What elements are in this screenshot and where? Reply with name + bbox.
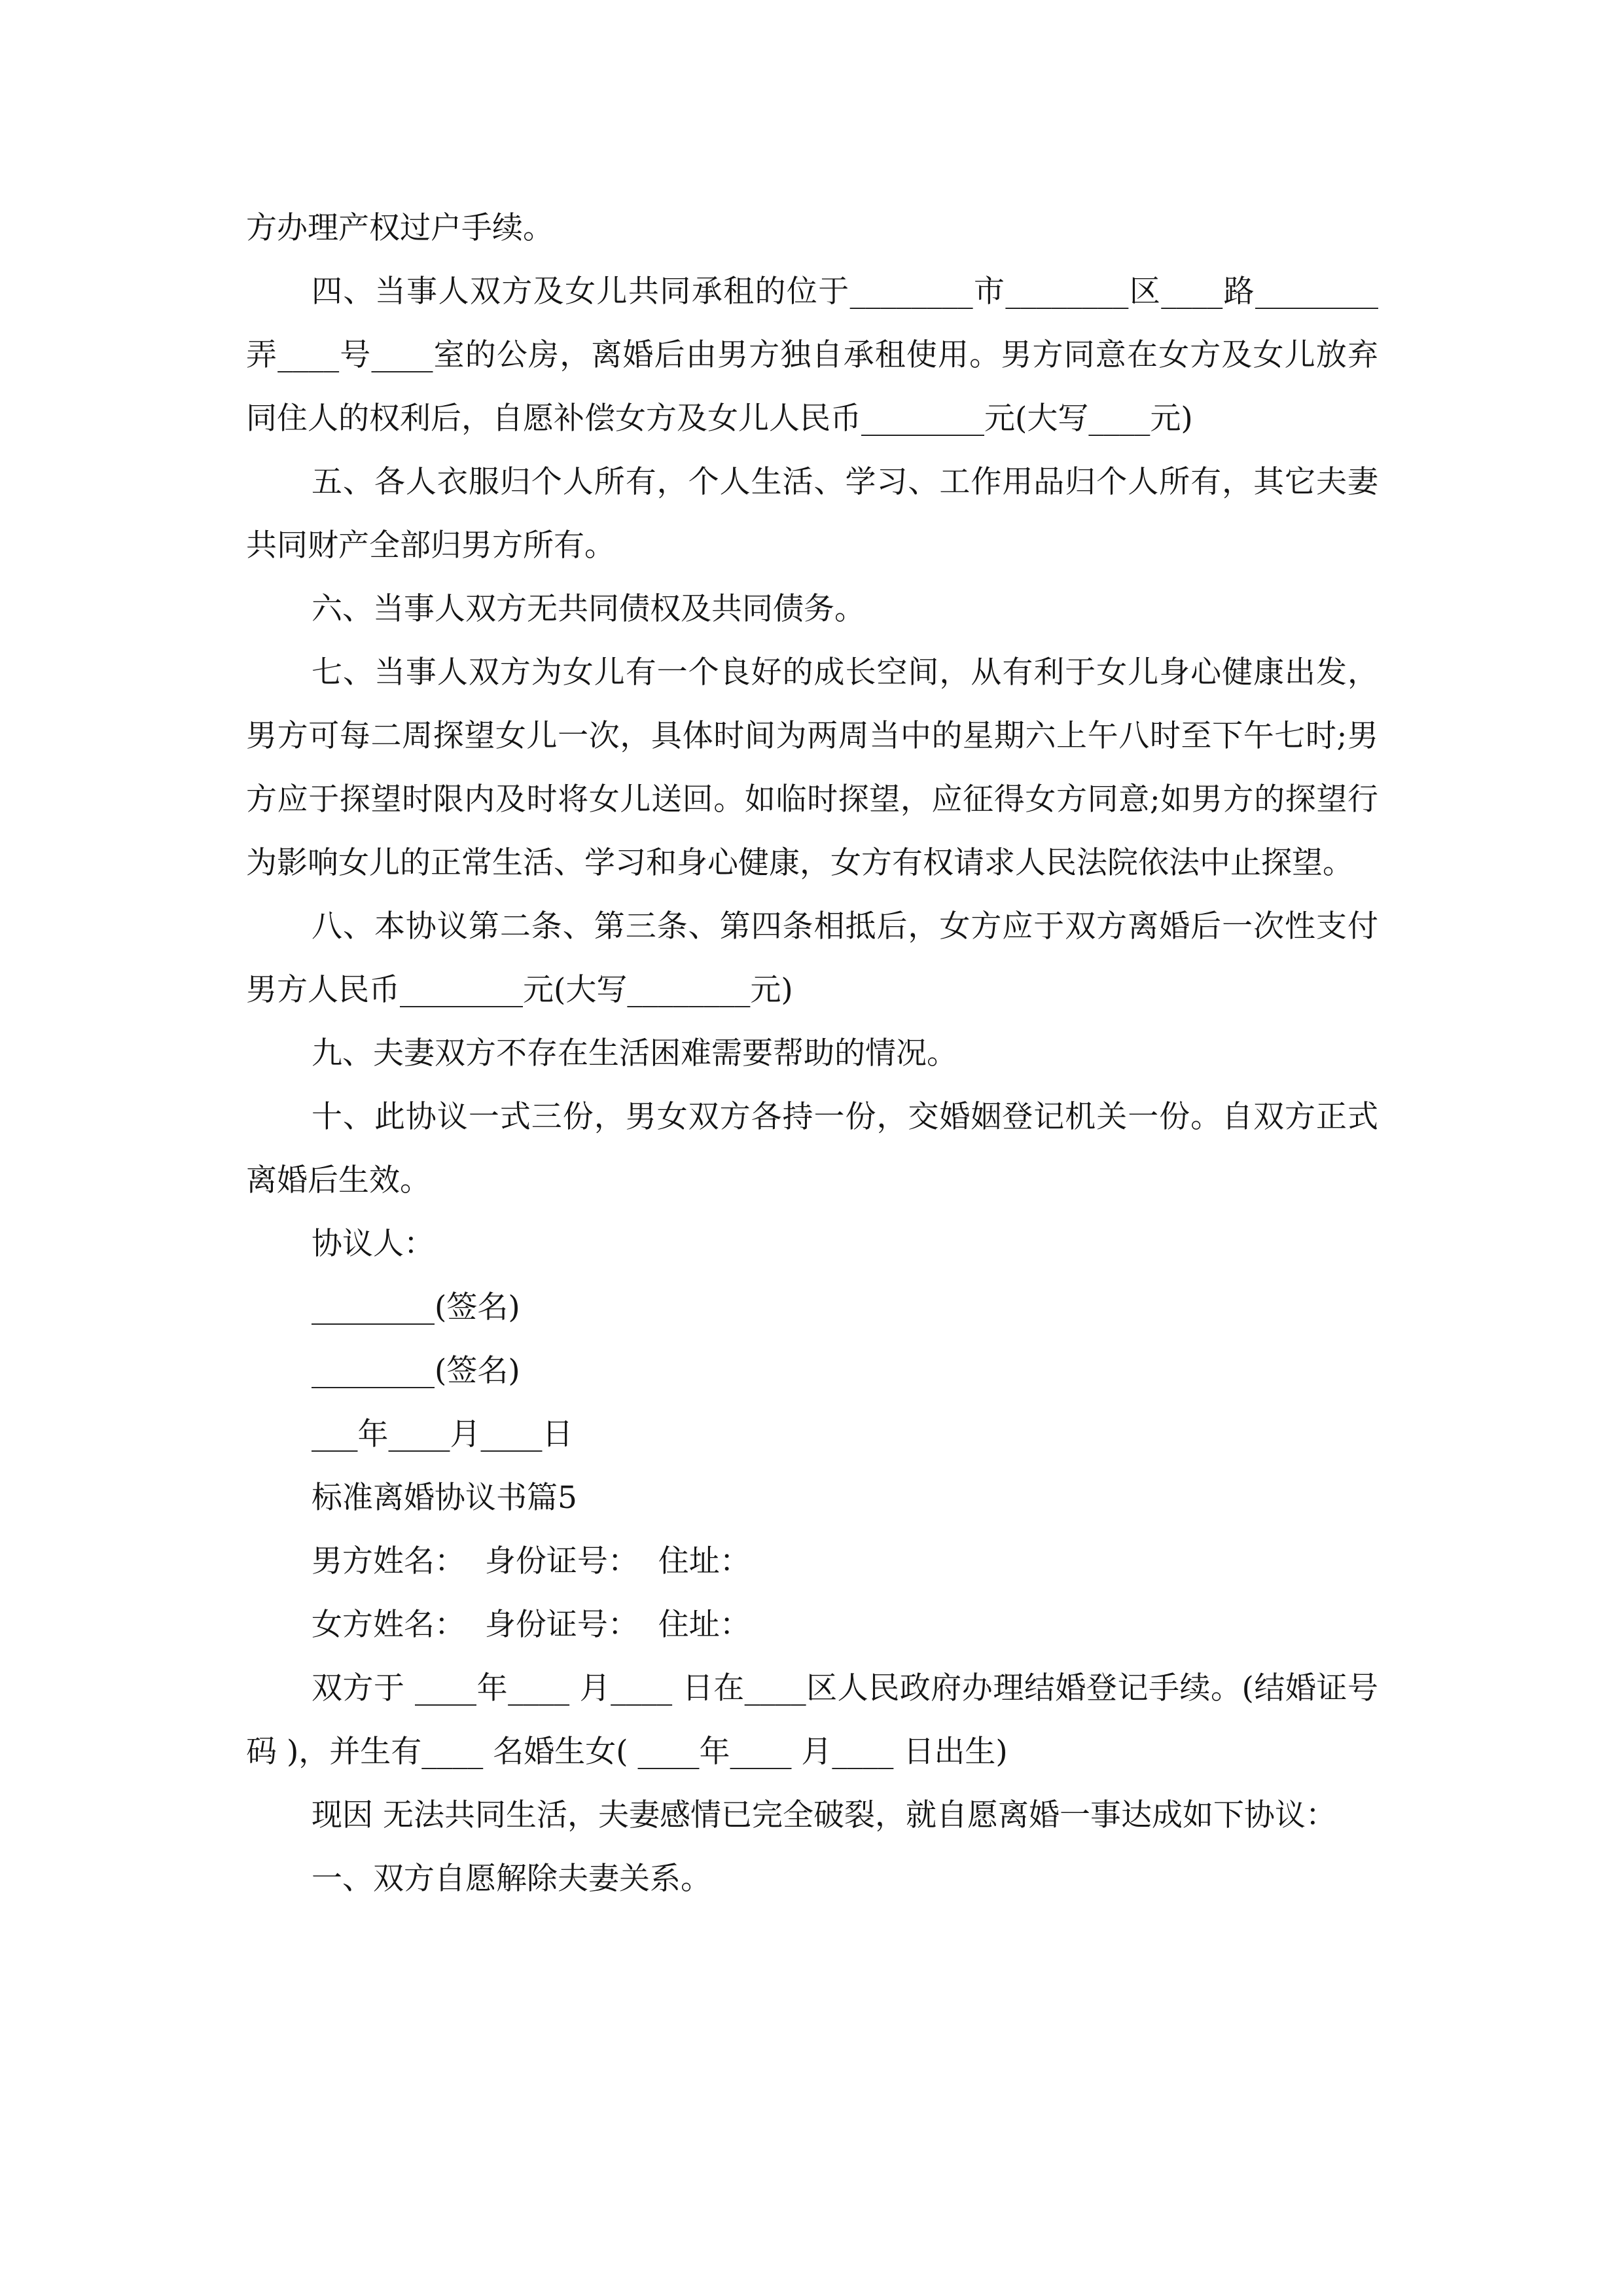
paragraph-marriage-registration: 双方于 ____年____ 月____ 日在____区人民政府办理结婚登记手续。(结婚证号码 )，并生有____ 名婚生女( ____年____ 月____ 日出生) — [246, 1670, 1378, 1770]
paragraph-clause-9: 九、夫妻双方不存在生活困难需要帮助的情况。 — [312, 1035, 957, 1071]
paragraph-clause-8: 八、本协议第二条、第三条、第四条相抵后，女方应于双方离婚后一次性支付男方人民币________元(大写________元) — [246, 908, 1378, 1008]
section-title: 标准离婚协议书篇5 — [312, 1480, 577, 1516]
paragraph-signatories: 协议人： — [312, 1226, 435, 1262]
paragraph-clause-5: 五、各人衣服归个人所有，个人生活、学习、工作用品归个人所有，其它夫妻共同财产全部归男方所有。 — [246, 464, 1378, 564]
date-line: ___年____月____日 — [312, 1416, 573, 1452]
paragraph-clause-10: 十、此协议一式三份，男女双方各持一份，交婚姻登记机关一份。自双方正式离婚后生效。 — [246, 1099, 1378, 1198]
wife-info-line: 女方姓名： 身份证号： 住址： — [312, 1607, 751, 1643]
paragraph-clause-4: 四、当事人双方及女儿共同承租的位于________市________区____路________弄____号____室的公房，离婚后由男方独自承租使用。男方同意在女方及女儿放弃同住人的权利后，自愿补偿女方及女儿人民币________元(大写____元) — [246, 274, 1378, 437]
signature-line-2: ________(签名) — [312, 1353, 520, 1389]
paragraph-reason: 现因 无法共同生活，夫妻感情已完全破裂，就自愿离婚一事达成如下协议： — [312, 1797, 1336, 1833]
paragraph-new-clause-1: 一、双方自愿解除夫妻关系。 — [312, 1861, 711, 1897]
signature-line-1: ________(签名) — [312, 1289, 520, 1325]
paragraph-clause-7: 七、当事人双方为女儿有一个良好的成长空间，从有利于女儿身心健康出发，男方可每二周探望女儿一次，具体时间为两周当中的星期六上午八时至下午七时;男方应于探望时限内及时将女儿送回。如临时探望，应征得女方同意;如男方的探望行为影响女儿的正常生活、学习和身心健康，女方有权请求人民法院依法中止探望。 — [246, 655, 1378, 881]
husband-info-line: 男方姓名： 身份证号： 住址： — [312, 1543, 751, 1579]
paragraph-continuation: 方办理产权过户手续。 — [246, 210, 554, 246]
paragraph-clause-6: 六、当事人双方无共同债权及共同债务。 — [312, 591, 865, 627]
document-body — [246, 196, 1378, 1910]
